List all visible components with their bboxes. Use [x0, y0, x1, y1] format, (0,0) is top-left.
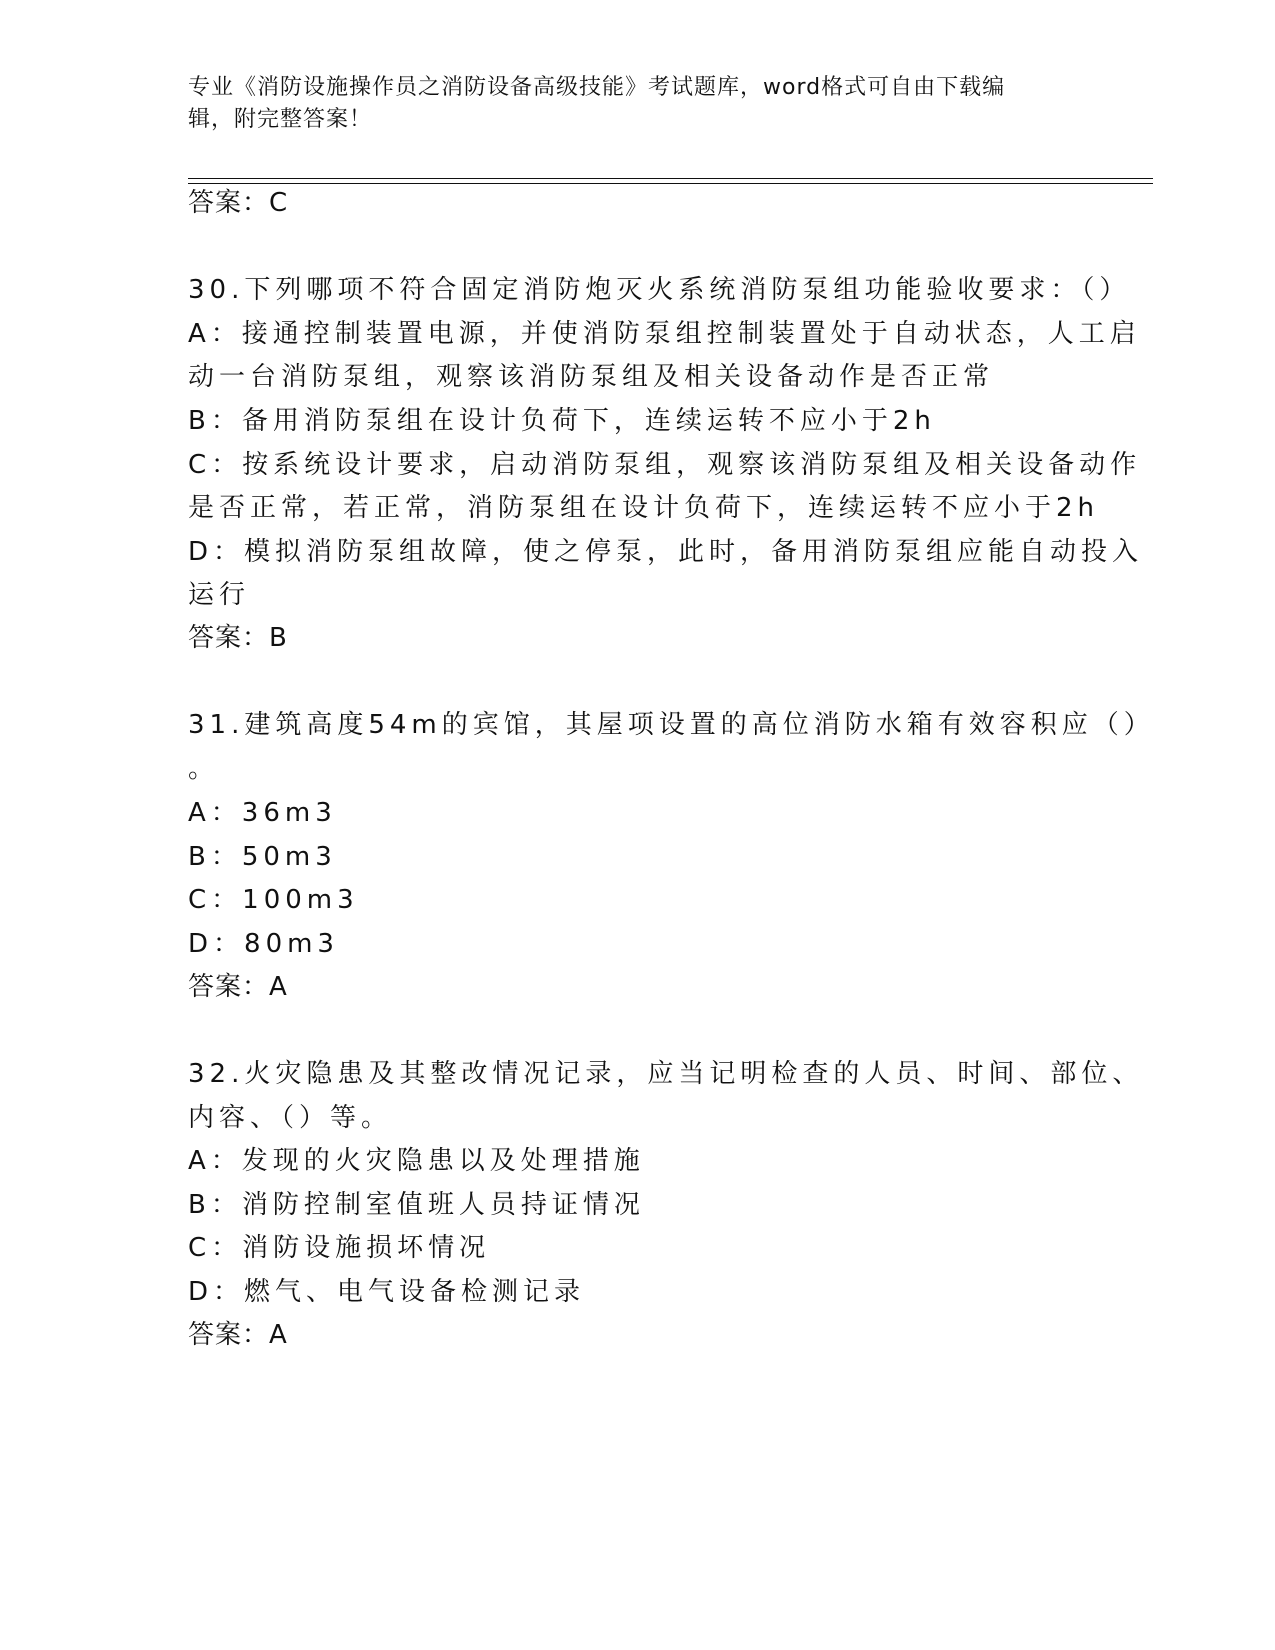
option-a: A：接通控制装置电源，并使消防泵组控制装置处于自动状态，人工启: [188, 319, 1141, 349]
answer-label: 答案：C: [188, 188, 289, 218]
option-d: 运行: [188, 580, 251, 610]
option-a: 动一台消防泵组，观察该消防泵组及相关设备动作是否正常: [188, 362, 995, 392]
option-c: 是否正常，若正常，消防泵组在设计负荷下，连续运转不应小于2h: [188, 493, 1100, 523]
answer-label: 答案：B: [188, 623, 288, 653]
option-b: B：50m3: [188, 842, 337, 872]
option-c: C：100m3: [188, 885, 359, 915]
option-d: D：燃气、电气设备检测记录: [188, 1277, 586, 1307]
option-d: D：80m3: [188, 929, 339, 959]
header-divider: [188, 183, 1153, 184]
question-stem: 内容、（）等。: [188, 1103, 393, 1133]
header-divider: [188, 178, 1153, 179]
question-stem: 32.火灾隐患及其整改情况记录，应当记明检查的人员、时间、部位、: [188, 1059, 1144, 1089]
question-stem: 。: [188, 754, 220, 784]
option-a: A：发现的火灾隐患以及处理措施: [188, 1146, 645, 1176]
option-d: D：模拟消防泵组故障，使之停泵，此时，备用消防泵组应能自动投入: [188, 537, 1144, 567]
option-a: A：36m3: [188, 798, 337, 828]
option-b: B：消防控制室值班人员持证情况: [188, 1190, 645, 1220]
header-line: 辑，附完整答案！: [188, 107, 373, 132]
answer-label: 答案：A: [188, 1320, 288, 1350]
option-b: B：备用消防泵组在设计负荷下，连续运转不应小于2h: [188, 406, 936, 436]
answer-label: 答案：A: [188, 972, 288, 1002]
question-stem: 31.建筑高度54m的宾馆，其屋项设置的高位消防水箱有效容积应（）: [188, 710, 1155, 740]
document-header: [188, 72, 1068, 136]
header-line: 专业《消防设施操作员之消防设备高级技能》考试题库，word格式可自由下载编: [188, 75, 1006, 100]
option-c: C：按系统设计要求，启动消防泵组，观察该消防泵组及相关设备动作: [188, 450, 1142, 480]
question-stem: 30.下列哪项不符合固定消防炮灭火系统消防泵组功能验收要求：（）: [188, 275, 1131, 305]
option-c: C：消防设施损坏情况: [188, 1233, 491, 1263]
